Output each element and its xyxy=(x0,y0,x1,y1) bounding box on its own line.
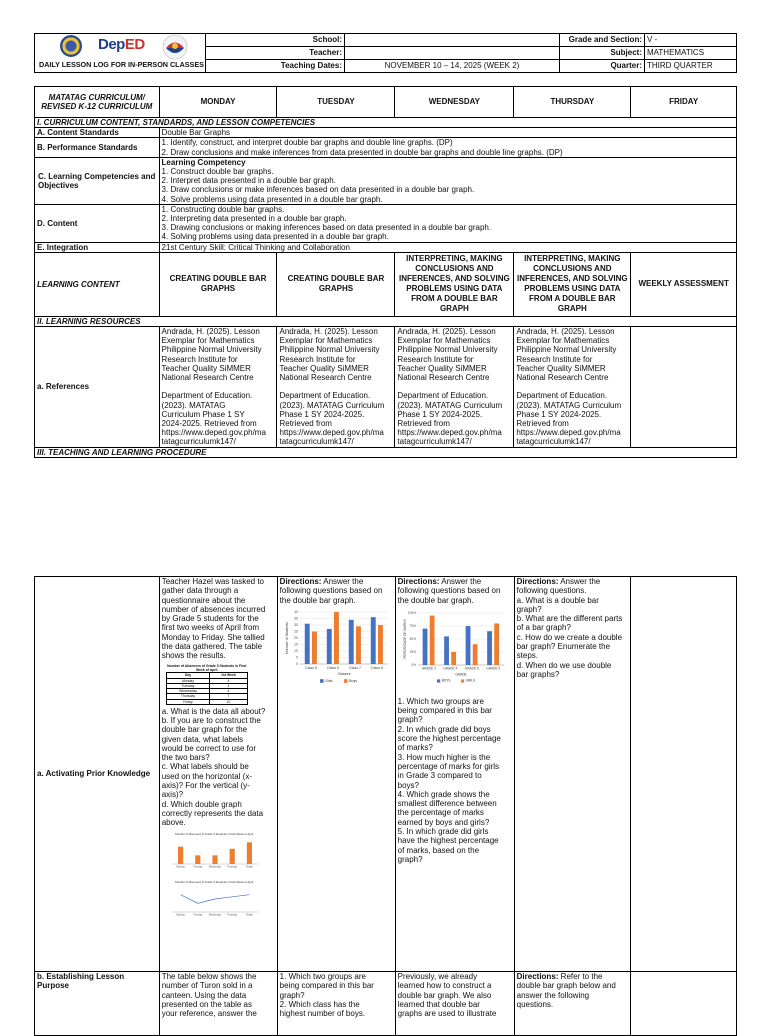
header-table xyxy=(34,33,737,73)
references-wednesday: Andrada, H. (2025). Lesson Exemplar for Mathematics Philippine Normal University Research Institute for Teacher Quality SiMMER National Research Centre Department of Education. (2023). MATATAG Curriculum Phase 1 SY 2024-2025. Retrieved from https://www.deped.gov.ph/ma tatagcurriculumk147/ xyxy=(395,327,514,448)
x-tick-label: Friday xyxy=(245,913,253,917)
establishing-thursday: Directions: Refer to the double bar graph below and answer the following questions. xyxy=(514,972,631,1036)
x-tick-label: GRADE 4 xyxy=(442,666,457,671)
content-line: 1. Constructing double bar graphs. xyxy=(161,204,285,214)
learning-content-label: LEARNING CONTENT xyxy=(35,252,160,316)
performance-standard-line: 1. Identify, construct, and interpret double bar graphs and double line graphs. (DP) xyxy=(161,138,453,148)
bar-girls xyxy=(326,629,331,664)
competencies-label: C. Learning Competencies and Objectives xyxy=(35,157,160,204)
content-value xyxy=(159,204,736,242)
y-tick-label: 15 xyxy=(293,642,298,647)
bar-boys xyxy=(378,625,383,664)
activating-label: a. Activating Prior Knowledge xyxy=(35,577,160,972)
curriculum-header: MATATAG CURRICULUM/ REVISED K-12 CURRICULUM xyxy=(35,87,160,118)
references-monday: Andrada, H. (2025). Lesson Exemplar for Mathematics Philippine Normal University Research Institute for Teacher Quality SiMMER National Research Centre Department of Education. (2023). MATATAG Curriculum Phase 1 SY 2024-2025. Retrieved from https://www.deped.gov.ph/ma tatagcurriculumk147/ xyxy=(159,327,277,448)
y-tick-label: 35 xyxy=(293,616,298,621)
bar-girls xyxy=(429,615,434,664)
bar-girls xyxy=(494,623,499,665)
mini-line xyxy=(180,894,249,903)
legend-swatch xyxy=(320,679,324,683)
establishing-monday: The table below shows the number of Turon sold in a canteen. Using the data presented on the table as your reference, answer the xyxy=(159,972,277,1036)
dates-label: Teaching Dates: xyxy=(206,60,345,73)
learning-content-monday: CREATING DOUBLE BAR GRAPHS xyxy=(159,252,277,316)
y-tick-label: 100% xyxy=(407,611,416,616)
legend-swatch xyxy=(461,679,464,682)
activating-friday xyxy=(631,577,737,972)
x-tick-label: Monday xyxy=(176,865,185,869)
mini-bar xyxy=(178,846,183,863)
x-tick-label: Thursday xyxy=(226,913,237,917)
procedure-table xyxy=(34,576,737,1036)
x-axis-label: Classes xyxy=(337,672,351,677)
bar-boys xyxy=(312,631,317,664)
references-label: a. References xyxy=(35,327,160,448)
y-tick-label: 0 xyxy=(295,662,298,667)
content-line: 2. Interpreting data presented in a double bar graph. xyxy=(161,214,347,224)
subject-value: MATHEMATICS xyxy=(645,47,737,60)
competency-line: 1. Construct double bar graphs. xyxy=(161,167,274,177)
x-tick-label: Class 5 xyxy=(304,665,317,670)
x-tick-label: Tuesday xyxy=(192,865,203,869)
school-value xyxy=(345,34,560,47)
section-heading-2: II. LEARNING RESOURCES xyxy=(35,316,737,326)
mini-bar xyxy=(195,855,200,864)
bar-girls xyxy=(472,644,477,665)
activating-wednesday: Directions: Answer the following questions based on the double bar graph. 0% 25% 50% 75% 100% GRADE 3 GRADE 4 GRADE 5 GRADE 6 GRADE PERCENTAGE OF MARKS BOYS GIRLS 1. Which two groups are being compared in this bar graph? 2. In which grade did boys score the highest percentage of marks? 3. How much higher is the percentage of marks for girls in Grade 3 compared to boys? 4. Which grade shows the smallest difference between the percentage of marks earned by boys and girls? 5. In which grade did girls have the highest percentage of marks, based on the graph? xyxy=(395,577,514,972)
logo-cell xyxy=(35,34,206,73)
x-tick-label: Thursday xyxy=(226,865,237,869)
y-tick-label: 0% xyxy=(411,663,416,668)
mini-chart-title: Number of Absences of Grade 5 Students in First Week of April xyxy=(174,879,253,884)
legend-label: Boys xyxy=(348,678,357,683)
x-tick-label: Friday xyxy=(245,865,253,869)
bar-girls xyxy=(348,620,353,664)
x-tick-label: Class 8 xyxy=(370,665,383,670)
absences-line-graph xyxy=(164,878,264,924)
absences-grid: Day 1st Week Monday 4 Tuesday 4 Wednesday 4 Thursday 7 Friday 10 xyxy=(166,672,248,704)
learning-content-friday: WEEKLY ASSESSMENT xyxy=(631,252,737,316)
dates-value: NOVEMBER 10 – 14, 2025 (WEEK 2) xyxy=(345,60,560,73)
content-line: 4. Solving problems using data presented in a double bar graph. xyxy=(161,232,389,242)
section-heading-3: III. TEACHING AND LEARNING PROCEDURE xyxy=(35,447,737,457)
integration-label: E. Integration xyxy=(35,242,160,252)
bar-girls xyxy=(304,624,309,664)
grade-label: Grade and Section: xyxy=(560,34,645,47)
activating-tuesday: Directions: Answer the following questions based on the double bar graph. 0 5 10 15 20 25 30 35 40 Class 5 Class 6 Class 7 Class 8 Classes Number of Students Girls Boys xyxy=(277,577,395,972)
mini-chart-title: Number of Absences of Grade 5 Students in First Week of April xyxy=(174,831,253,836)
x-tick-label: Wednesday xyxy=(208,865,222,869)
learning-content-tuesday: CREATING DOUBLE BAR GRAPHS xyxy=(277,252,395,316)
learning-content-wednesday: INTERPRETING, MAKING CONCLUSIONS AND INFERENCES, AND SOLVING PROBLEMS USING DATA FROM A DOUBLE BAR GRAPH xyxy=(395,252,514,316)
performance-standards-label: B. Performance Standards xyxy=(35,138,160,157)
references-tuesday: Andrada, H. (2025). Lesson Exemplar for Mathematics Philippine Normal University Research Institute for Teacher Quality SiMMER National Research Centre Department of Education. (2023). MATATAG Curriculum Phase 1 SY 2024-2025. Retrieved from https://www.deped.gov.ph/ma tatagcurriculumk147/ xyxy=(277,327,395,448)
y-tick-label: 30 xyxy=(293,623,298,628)
references-friday xyxy=(631,327,737,448)
x-tick-label: GRADE 6 xyxy=(485,666,500,671)
activating-monday: Teacher Hazel was tasked to gather data through a questionnaire about the number of absences incurred by Grade 5 students for the first two weeks of April from Monday to Friday. She tallied the data gathered. The table shows the results. Number of Absences of Grade 5 Students in First Week of April Day 1st Week Monday 4 Tuesday 4 Wednesday 4 Thursday 7 Friday 10 a. What is the data all about? b. If you are to construct the double bar graph for the given data, what labels would be correct to use for the two bars? c. What labels should be used on the horizontal (x- axis)? For the vertical (y- axis)? d. Which double graph correctly represents the data above. Number of Absences of Grade 5 Students in First Week of April Monday Tuesday Wednesday Thursday Friday Number of Absences of Grade 5 Students in First Week of April Monday Tuesday Wednesday Thursday Friday xyxy=(159,577,277,972)
content-line: 3. Drawing conclusions or making inferences based on data presented in a double bar graph. xyxy=(161,223,492,233)
day-header-tuesday: TUESDAY xyxy=(277,87,395,118)
bar-boys xyxy=(356,626,361,664)
teacher-value xyxy=(345,47,560,60)
competency-line: 3. Draw conclusions or make inferences based on data presented in a double bar graph. xyxy=(161,185,475,195)
establishing-friday xyxy=(631,972,737,1036)
integration-value: 21st Century Skill: Critical Thinking and Collaboration xyxy=(159,242,736,252)
absences-table-title: Number of Absences of Grade 5 Students in First Week of April xyxy=(167,663,247,673)
bar-boys xyxy=(465,626,470,665)
content-standards-label: A. Content Standards xyxy=(35,128,160,138)
bar-girls xyxy=(451,652,456,665)
x-tick-label: Monday xyxy=(176,913,185,917)
section-heading-1: I. CURRICULUM CONTENT, STANDARDS, AND LESSON COMPETENCIES xyxy=(35,118,737,128)
bar-girls xyxy=(370,617,375,664)
lesson-log-table xyxy=(34,86,737,458)
class-students-chart xyxy=(280,608,392,690)
grade-marks-chart xyxy=(398,609,510,693)
subject-label: Subject: xyxy=(560,47,645,60)
legend-swatch xyxy=(437,679,440,682)
absences-table xyxy=(166,664,248,705)
y-tick-label: 25% xyxy=(409,650,416,655)
competency-line: 4. Solve problems using data presented in a double bar graph. xyxy=(161,194,383,204)
mini-bar xyxy=(247,842,252,864)
y-axis-label: Number of Students xyxy=(284,621,289,654)
day-header-monday: MONDAY xyxy=(159,87,277,118)
legend-label: BOYS xyxy=(441,678,451,683)
activating-thursday: Directions: Answer the following questions. a. What is a double bar graph? b. What are the different parts of a bar graph? c. How do we create a double bar graph? Enumerate the steps. d. When do we use double bar graphs? xyxy=(514,577,631,972)
y-tick-label: 75% xyxy=(409,624,416,629)
competencies-value xyxy=(159,157,736,204)
deped-logo: DepED xyxy=(98,36,145,53)
establishing-tuesday: 1. Which two groups are being compared in this bar graph? 2. Which class has the highest number of boys. xyxy=(277,972,395,1036)
competency-line: 2. Interpret data presented in a double bar graph. xyxy=(161,176,336,186)
mini-bar xyxy=(229,848,234,863)
y-tick-label: 5 xyxy=(295,655,298,660)
x-tick-label: Tuesday xyxy=(192,913,203,917)
legend-label: GIRLS xyxy=(465,678,475,683)
establishing-wednesday: Previously, we already learned how to construct a double bar graph. We also learned that double bar graphs are used to illustrate xyxy=(395,972,514,1036)
quarter-label: Quarter: xyxy=(560,60,645,73)
y-axis-label: PERCENTAGE OF MARKS xyxy=(402,619,407,659)
x-tick-label: Wednesday xyxy=(208,913,222,917)
bagong-pilipinas-logo-icon xyxy=(160,34,190,60)
teacher-label: Teacher: xyxy=(206,47,345,60)
day-header-friday: FRIDAY xyxy=(631,87,737,118)
y-tick-label: 20 xyxy=(293,636,298,641)
bar-boys xyxy=(444,636,449,665)
y-tick-label: 10 xyxy=(293,649,298,654)
mini-bar xyxy=(212,855,217,864)
deped-seal-icon xyxy=(60,35,82,57)
bar-boys xyxy=(422,628,427,664)
bar-boys xyxy=(334,612,339,664)
content-standards-value: Double Bar Graphs xyxy=(159,128,736,138)
grade-value: V - xyxy=(645,34,737,47)
learning-content-thursday: INTERPRETING, MAKING CONCLUSIONS AND INFERENCES, AND SOLVING PROBLEMS USING DATA FROM A DOUBLE BAR GRAPH xyxy=(514,252,631,316)
y-tick-label: 50% xyxy=(409,637,416,642)
x-tick-label: Class 7 xyxy=(348,665,361,670)
content-label: D. Content xyxy=(35,204,160,242)
day-header-wednesday: WEDNESDAY xyxy=(395,87,514,118)
absences-bar-graph xyxy=(164,830,264,876)
y-tick-label: 25 xyxy=(293,629,298,634)
x-axis-label: GRADE xyxy=(454,672,467,677)
quarter-value: THIRD QUARTER xyxy=(645,60,737,73)
x-tick-label: GRADE 5 xyxy=(464,666,479,671)
legend-label: Girls xyxy=(324,678,333,683)
performance-standard-line: 2. Draw conclusions and make inferences from data presented in double bar graphs and double line graphs. (DP) xyxy=(161,147,563,157)
performance-standards-value xyxy=(159,138,736,157)
x-tick-label: GRADE 3 xyxy=(421,666,436,671)
legend-swatch xyxy=(344,679,348,683)
dll-label: DAILY LESSON LOG FOR IN-PERSON CLASSES xyxy=(39,60,204,69)
y-tick-label: 40 xyxy=(293,610,298,615)
references-thursday: Andrada, H. (2025). Lesson Exemplar for Mathematics Philippine Normal University Research Institute for Teacher Quality SiMMER National Research Centre Department of Education. (2023). MATATAG Curriculum Phase 1 SY 2024-2025. Retrieved from https://www.deped.gov.ph/ma tatagcurriculumk147/ xyxy=(514,327,631,448)
bar-boys xyxy=(487,631,492,665)
x-tick-label: Class 6 xyxy=(326,665,339,670)
competency-heading: Learning Competency xyxy=(161,157,246,167)
day-header-thursday: THURSDAY xyxy=(514,87,631,118)
establishing-label: b. Establishing Lesson Purpose xyxy=(35,972,160,1036)
school-label: School: xyxy=(206,34,345,47)
